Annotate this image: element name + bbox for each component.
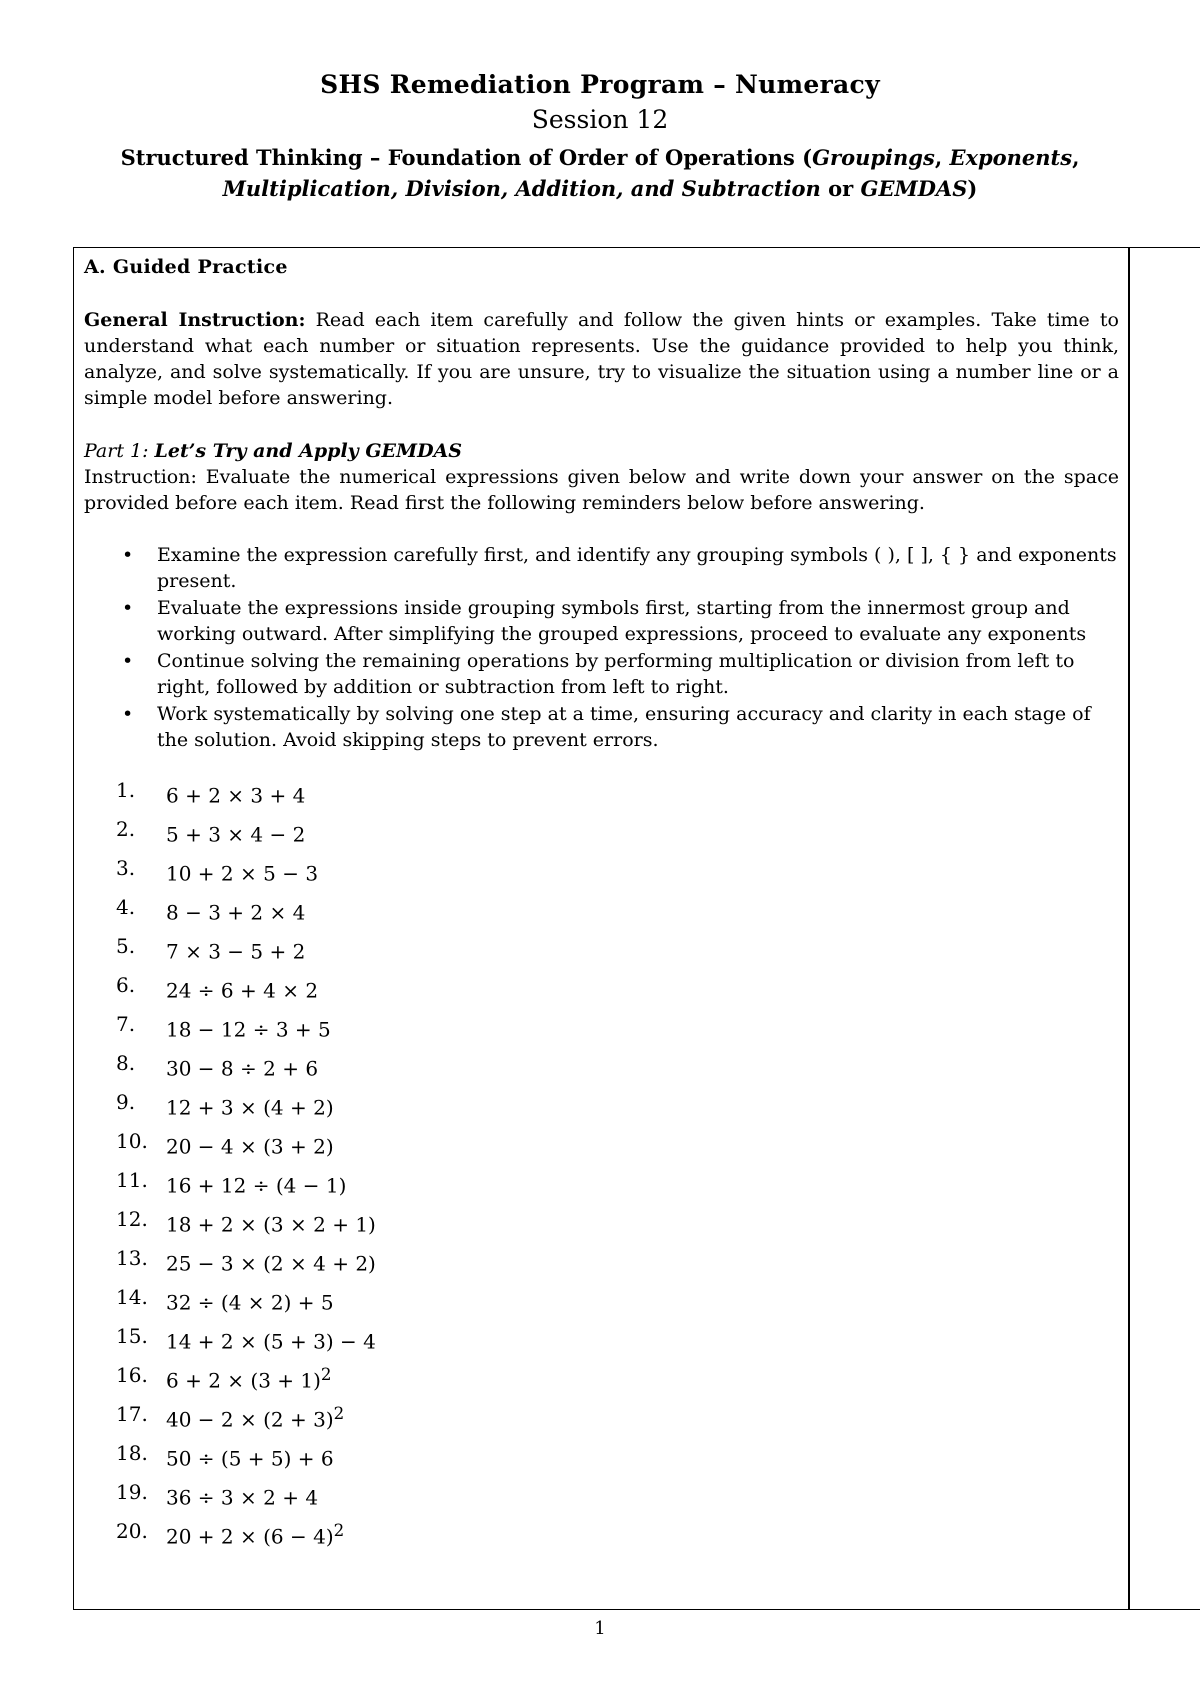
bullet-icon: • — [122, 597, 134, 619]
expression-item — [84, 1050, 1119, 1089]
item-expression: $40 - 2 \times (2 + 3)^2$ — [166, 1404, 345, 1432]
expression-item — [84, 1167, 1119, 1206]
expression-item — [84, 1206, 1119, 1245]
expression-item — [84, 1479, 1119, 1518]
item-number: 2. — [116, 817, 136, 841]
item-number: 9. — [116, 1090, 136, 1114]
reminder-text: Continue solving the remaining operations by performing multiplication or division from left to right, followed by addition or subtraction from left to right. — [157, 650, 1075, 698]
item-expression: 30 − 8 ÷ 2 + 6 — [166, 1056, 319, 1081]
reminder-text: Work systematically by solving one step at a time, ensuring accuracy and clarity in each stage of the solution. Avoid skipping steps to prevent errors. — [157, 703, 1091, 751]
expression-item — [84, 1284, 1119, 1323]
item-number: 1. — [116, 778, 136, 802]
expression-item — [84, 1362, 1119, 1401]
item-expression: 24 ÷ 6 + 4 × 2 — [166, 978, 319, 1003]
item-number: 11. — [116, 1168, 148, 1192]
item-number: 14. — [116, 1285, 148, 1309]
item-number: 20. — [116, 1519, 148, 1543]
bullet-icon: • — [122, 703, 134, 725]
item-number: 17. — [116, 1402, 148, 1426]
exponent: 2 — [333, 1521, 345, 1540]
item-expression: 16 + 12 ÷ (4 − 1) — [166, 1173, 347, 1198]
item-number: 5. — [116, 934, 136, 958]
worksheet-content — [84, 254, 1119, 1557]
subtitle-operations: Multiplication, Division, Addition, and Subtraction — [222, 176, 821, 201]
item-number: 8. — [116, 1051, 136, 1075]
subtitle-or: or — [820, 176, 861, 201]
section-title: A. Guided Practice — [84, 256, 288, 278]
expression-item — [84, 1089, 1119, 1128]
item-expression: 8 − 3 + 2 × 4 — [166, 900, 306, 925]
item-expression: 18 + 2 × (3 × 2 + 1) — [166, 1212, 376, 1237]
item-number: 18. — [116, 1441, 148, 1465]
item-number: 19. — [116, 1480, 148, 1504]
item-expression: 14 + 2 × (5 + 3) − 4 — [166, 1329, 376, 1354]
expression-item — [84, 1011, 1119, 1050]
exponent: 2 — [320, 1365, 332, 1384]
reminder-item — [84, 595, 1119, 647]
reminder-item — [84, 648, 1119, 700]
general-instruction-text: Read each item carefully and follow the given hints or examples. Take time to understand what each number or situation represents. Use the guidance provided to help you think, analyze, and solve systematically. If you are unsure, try to visualize the situation using a number line or a simple model before answering. — [84, 309, 1119, 409]
bullet-icon: • — [122, 650, 134, 672]
page-number: 1 — [594, 1618, 606, 1639]
column-divider — [1128, 248, 1130, 1609]
program-title: SHS Remediation Program – Numeracy — [320, 70, 880, 99]
item-number: 4. — [116, 895, 136, 919]
expression-item — [84, 972, 1119, 1011]
expression-item — [84, 933, 1119, 972]
expression-item — [84, 1128, 1119, 1167]
document-header — [0, 70, 1200, 204]
expression-item — [84, 777, 1119, 816]
item-expression: 12 + 3 × (4 + 2) — [166, 1095, 334, 1120]
subtitle-exponents: Exponents — [949, 145, 1073, 170]
item-number: 3. — [116, 856, 136, 880]
bullet-icon: • — [122, 544, 134, 566]
item-number: 15. — [116, 1324, 148, 1348]
item-expression: 6 + 2 × 3 + 4 — [166, 783, 306, 808]
expression-item — [84, 894, 1119, 933]
part-label: Part 1: — [84, 440, 155, 462]
subtitle-prefix: Structured Thinking – Foundation of Order of Operations ( — [120, 145, 813, 170]
reminder-text: Evaluate the expressions inside grouping symbols first, starting from the innermost group and working outward. After simplifying the grouped expressions, proceed to evaluate any exponents — [157, 597, 1087, 645]
item-number: 7. — [116, 1012, 136, 1036]
item-number: 10. — [116, 1129, 148, 1153]
item-expression: 36 ÷ 3 × 2 + 4 — [166, 1485, 319, 1510]
item-expression: 32 ÷ (4 × 2) + 5 — [166, 1290, 334, 1315]
item-expression: 25 − 3 × (2 × 4 + 2) — [166, 1251, 376, 1276]
subtitle-gemdas: GEMDAS — [860, 176, 968, 201]
item-number: 16. — [116, 1363, 148, 1387]
item-expression: 7 × 3 − 5 + 2 — [166, 939, 306, 964]
expression-item — [84, 855, 1119, 894]
reminder-item — [84, 701, 1119, 753]
subtitle-close: ) — [967, 176, 978, 201]
session-label: Session 12 — [531, 105, 669, 134]
part-title: Let’s Try and Apply GEMDAS — [154, 440, 463, 462]
expression-item — [84, 1323, 1119, 1362]
item-expression: 10 + 2 × 5 − 3 — [166, 861, 319, 886]
subtitle-groupings: Groupings — [812, 145, 935, 170]
reminder-item — [84, 542, 1119, 594]
expression-list — [84, 777, 1119, 1557]
item-number: 12. — [116, 1207, 148, 1231]
item-expression: 5 + 3 × 4 − 2 — [166, 822, 306, 847]
subtitle-comma-2: , — [1072, 145, 1080, 170]
subtitle-comma-1: , — [934, 145, 950, 170]
exponent: 2 — [333, 1404, 345, 1423]
part-instruction: Instruction: Evaluate the numerical expressions given below and write down your answer on the space provided before each item. Read first the following reminders below before answering. — [84, 466, 1119, 514]
reminder-list — [84, 542, 1119, 753]
general-instruction — [84, 307, 1119, 411]
item-expression: 20 − 4 × (3 + 2) — [166, 1134, 334, 1159]
item-expression: 18 − 12 ÷ 3 + 5 — [166, 1017, 331, 1042]
reminder-text: Examine the expression carefully first, and identify any grouping symbols ( ), [ ], { } and exponents present. — [157, 544, 1117, 592]
part-heading — [84, 438, 1119, 464]
expression-item — [84, 1401, 1119, 1440]
item-number: 13. — [116, 1246, 148, 1270]
expression-item — [84, 1440, 1119, 1479]
general-instruction-label: General Instruction: — [84, 309, 306, 331]
worksheet-table — [73, 247, 1200, 1610]
item-number: 6. — [116, 973, 136, 997]
expression-item — [84, 1518, 1119, 1557]
item-expression: $6 + 2 \times (3 + 1)^2$ — [166, 1365, 332, 1393]
expression-item — [84, 816, 1119, 855]
session-subtitle — [70, 142, 1130, 204]
expression-item — [84, 1245, 1119, 1284]
item-expression: 50 ÷ (5 + 5) + 6 — [166, 1446, 334, 1471]
item-expression: $20 + 2 \times (6 - 4)^2$ — [166, 1521, 345, 1549]
